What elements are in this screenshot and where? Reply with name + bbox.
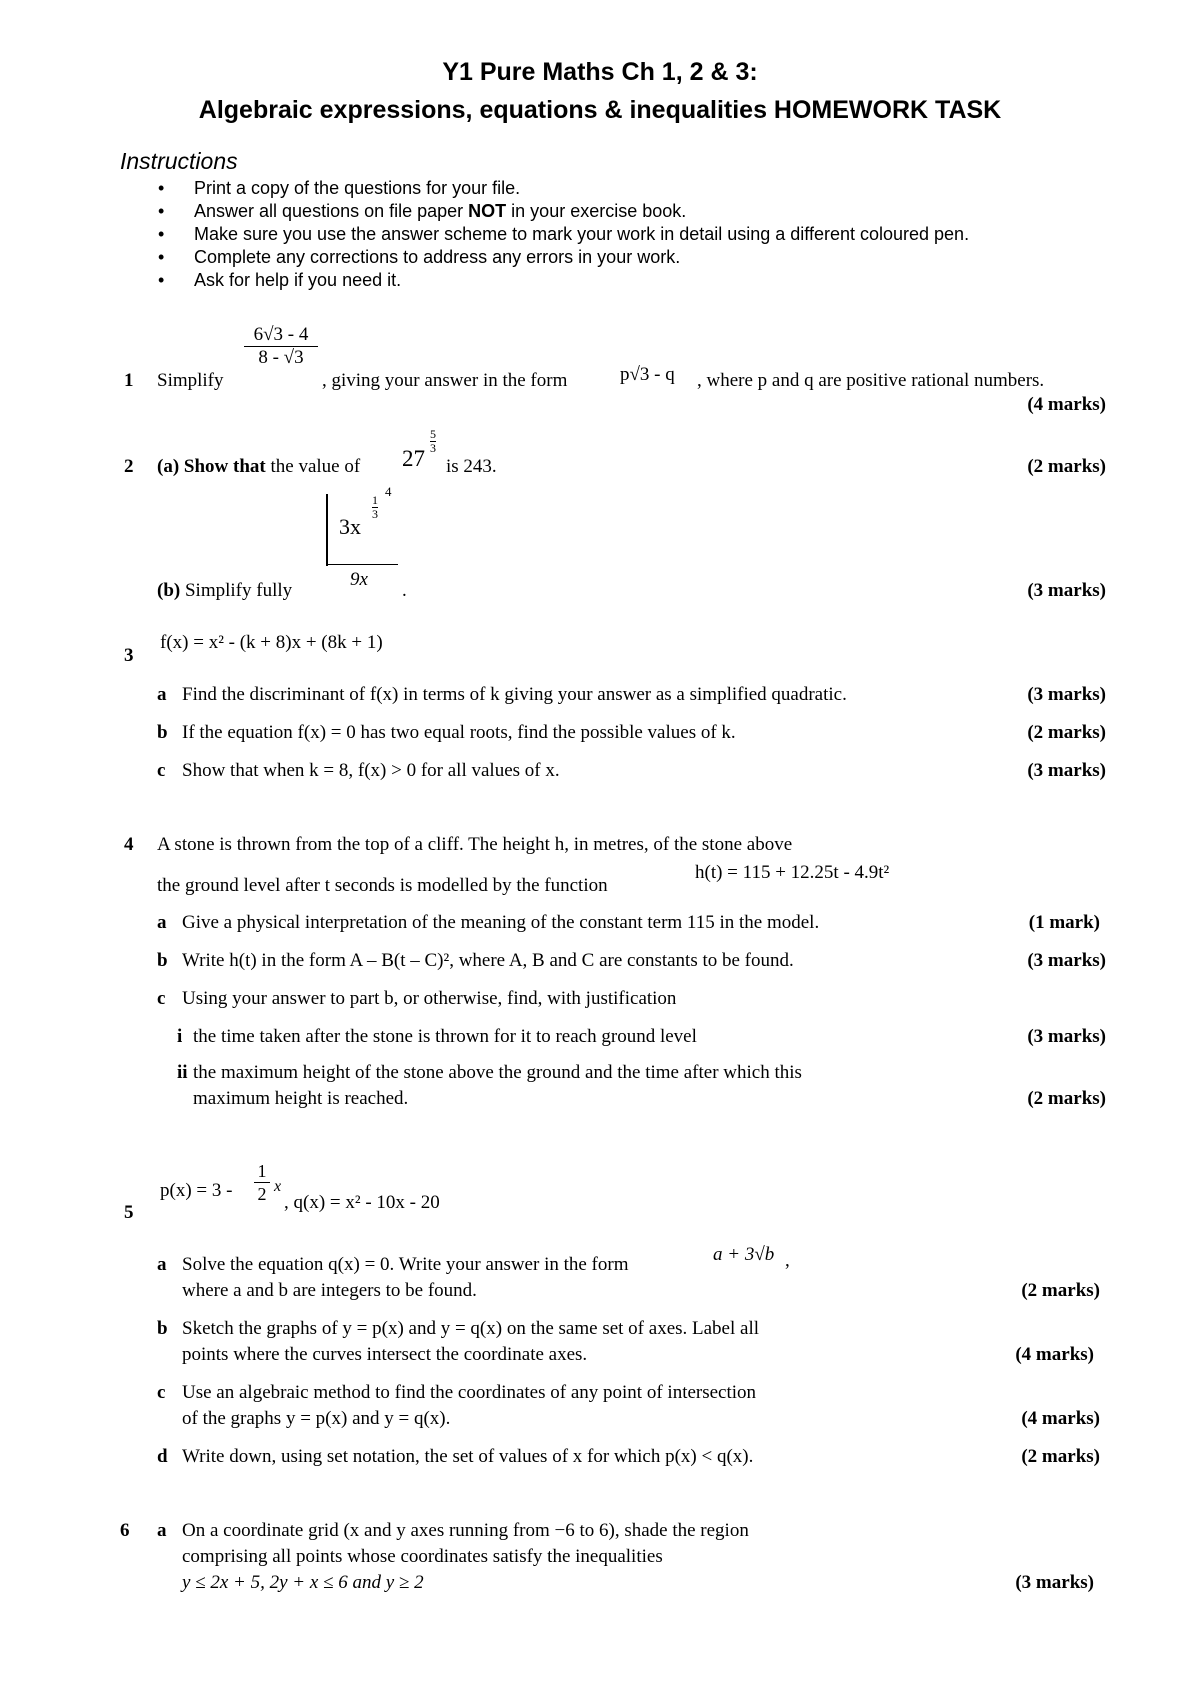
list-item: • Make sure you use the answer scheme to mark your work in detail using a different coloured pen.: [158, 224, 970, 244]
q2-a-label: (a): [157, 456, 180, 477]
q2-b-inner-exp-num: 1: [372, 493, 378, 507]
q2-b-label: (b): [157, 580, 181, 601]
q2-b-numerator: 3x: [339, 514, 361, 539]
q5-q-function: , q(x) = x² - 10x - 20: [284, 1192, 440, 1213]
q1-denominator: 8 - √3: [244, 346, 318, 369]
q1-fraction: [244, 324, 318, 369]
q5-c-line-2: of the graphs y = p(x) and y = q(x).: [182, 1408, 451, 1429]
q1-form: p√3 - q: [620, 364, 675, 385]
q6-line-3: y ≤ 2x + 5, 2y + x ≤ 6 and y ≥ 2: [182, 1572, 424, 1593]
question-number: 3: [124, 645, 134, 666]
q5-p-left: p(x) = 3 -: [160, 1180, 233, 1201]
q5-part-b: b Sketch the graphs of y = p(x) and y = q(x) on the same set of axes. Label all: [157, 1318, 760, 1339]
q5-part-a: a Solve the equation q(x) = 0. Write your answer in the form: [157, 1254, 629, 1275]
q5-p-right: x: [274, 1178, 282, 1195]
q3-a-marks: (3 marks): [1027, 684, 1106, 705]
question-number: 4: [124, 834, 134, 855]
instructions-heading: Instructions: [120, 148, 238, 174]
q1-end-text: , where p and q are positive rational numbers.: [697, 370, 1045, 391]
question-number: 1: [124, 370, 134, 391]
q2-a-exponent: [430, 428, 436, 455]
q1-numerator: 6√3 - 4: [253, 324, 309, 345]
q5-part-c: c Use an algebraic method to find the coordinates of any point of intersection: [157, 1382, 757, 1403]
q2-b-inner-exp-den: 3: [372, 507, 378, 521]
q2-a-exp-num: 5: [430, 427, 436, 441]
q5-a-marks: (2 marks): [1021, 1280, 1100, 1301]
q1-marks: (4 marks): [1027, 394, 1106, 415]
q4-sub-ii-marks: (2 marks): [1027, 1088, 1106, 1109]
q4-sub-ii-line-2: maximum height is reached.: [193, 1088, 409, 1109]
q2-a-text: the value of: [270, 456, 361, 477]
emphasis-not: NOT: [468, 201, 507, 221]
q5-p-fraction: [254, 1160, 270, 1205]
list-item: • Ask for help if you need it.: [158, 270, 402, 290]
q2-a-exp-den: 3: [430, 441, 436, 455]
q5-a-line-2: where a and b are integers to be found.: [182, 1280, 477, 1301]
list-item: • Complete any corrections to address any errors in your work.: [158, 247, 681, 267]
q5-p-frac-den: 2: [254, 1182, 270, 1205]
q2-a-show-that: Show that: [183, 456, 266, 477]
q2-part-b: [157, 580, 292, 602]
q4-part-a: a Give a physical interpretation of the meaning of the constant term 115 in the model.: [157, 912, 820, 933]
q6-line-2: comprising all points whose coordinates satisfy the inequalities: [182, 1546, 663, 1567]
q5-p-frac-num: 1: [257, 1161, 267, 1181]
q3-part-a: a Find the discriminant of f(x) in terms of k giving your answer as a simplified quadratic.: [157, 684, 847, 705]
question-number: 5: [124, 1202, 134, 1223]
question-number: 6: [120, 1520, 130, 1541]
q2-b-bracket: [326, 494, 400, 566]
q4-sub-i: i the time taken after the stone is thrown for it to reach ground level: [177, 1026, 697, 1047]
q4-b-marks: (3 marks): [1027, 950, 1106, 971]
list-item: • Answer all questions on file paper NOT in your exercise book.: [158, 201, 687, 221]
q5-b-line-2: points where the curves intersect the coordinate axes.: [182, 1344, 588, 1365]
q4-function: h(t) = 115 + 12.25t - 4.9t²: [695, 862, 890, 883]
q2-b-text: Simplify fully: [184, 580, 293, 601]
q2-b-outer-exponent: 4: [385, 484, 392, 499]
q6-part-a: a On a coordinate grid (x and y axes running from −6 to 6), shade the region: [157, 1520, 749, 1541]
q3-function: f(x) = x² - (k + 8)x + (8k + 1): [160, 632, 383, 653]
q2-b-end: .: [402, 580, 407, 601]
q2-b-inner-exponent: [372, 494, 378, 521]
q4-intro-line-1: A stone is thrown from the top of a cliff. The height h, in metres, of the stone above: [157, 834, 793, 855]
q6-marks: (3 marks): [1015, 1572, 1094, 1593]
q2-b-denominator: 9x: [350, 569, 368, 590]
q2-a-base: 27: [402, 446, 425, 471]
q5-d-marks: (2 marks): [1021, 1446, 1100, 1467]
q4-part-c: c Using your answer to part b, or otherwise, find, with justification: [157, 988, 677, 1009]
q2-a-marks: (2 marks): [1027, 456, 1106, 477]
q4-part-b: b Write h(t) in the form A – B(t – C)², where A, B and C are constants to be found.: [157, 950, 794, 971]
q5-b-marks: (4 marks): [1015, 1344, 1094, 1365]
q5-part-d: d Write down, using set notation, the set of values of x for which p(x) < q(x).: [157, 1446, 754, 1467]
q1-simplify-label: Simplify: [157, 370, 224, 391]
q4-intro-line-2: the ground level after t seconds is modelled by the function: [157, 875, 608, 896]
q5-a-form: a + 3√b: [713, 1244, 775, 1265]
question-number: 2: [124, 456, 134, 477]
q4-sub-ii: ii the maximum height of the stone above the ground and the time after which this: [177, 1062, 802, 1083]
q2-a-end: is 243.: [446, 456, 497, 477]
q2-b-marks: (3 marks): [1027, 580, 1106, 601]
title-line-1: Y1 Pure Maths Ch 1, 2 & 3:: [442, 58, 758, 86]
q5-c-marks: (4 marks): [1021, 1408, 1100, 1429]
q2-part-a: [157, 456, 360, 478]
q3-c-marks: (3 marks): [1027, 760, 1106, 781]
q2-b-fraction-bar: [326, 564, 398, 565]
title-line-2: Algebraic expressions, equations & inequalities HOMEWORK TASK: [198, 96, 1002, 124]
q3-part-c: c Show that when k = 8, f(x) > 0 for all values of x.: [157, 760, 560, 781]
q4-a-marks: (1 mark): [1028, 912, 1100, 933]
q3-b-marks: (2 marks): [1027, 722, 1106, 743]
q1-middle-text: , giving your answer in the form: [322, 370, 568, 391]
list-item: • Print a copy of the questions for your file.: [158, 178, 521, 198]
q5-a-comma: ,: [785, 1250, 790, 1271]
q3-part-b: b If the equation f(x) = 0 has two equal roots, find the possible values of k.: [157, 722, 736, 743]
q4-sub-i-marks: (3 marks): [1027, 1026, 1106, 1047]
